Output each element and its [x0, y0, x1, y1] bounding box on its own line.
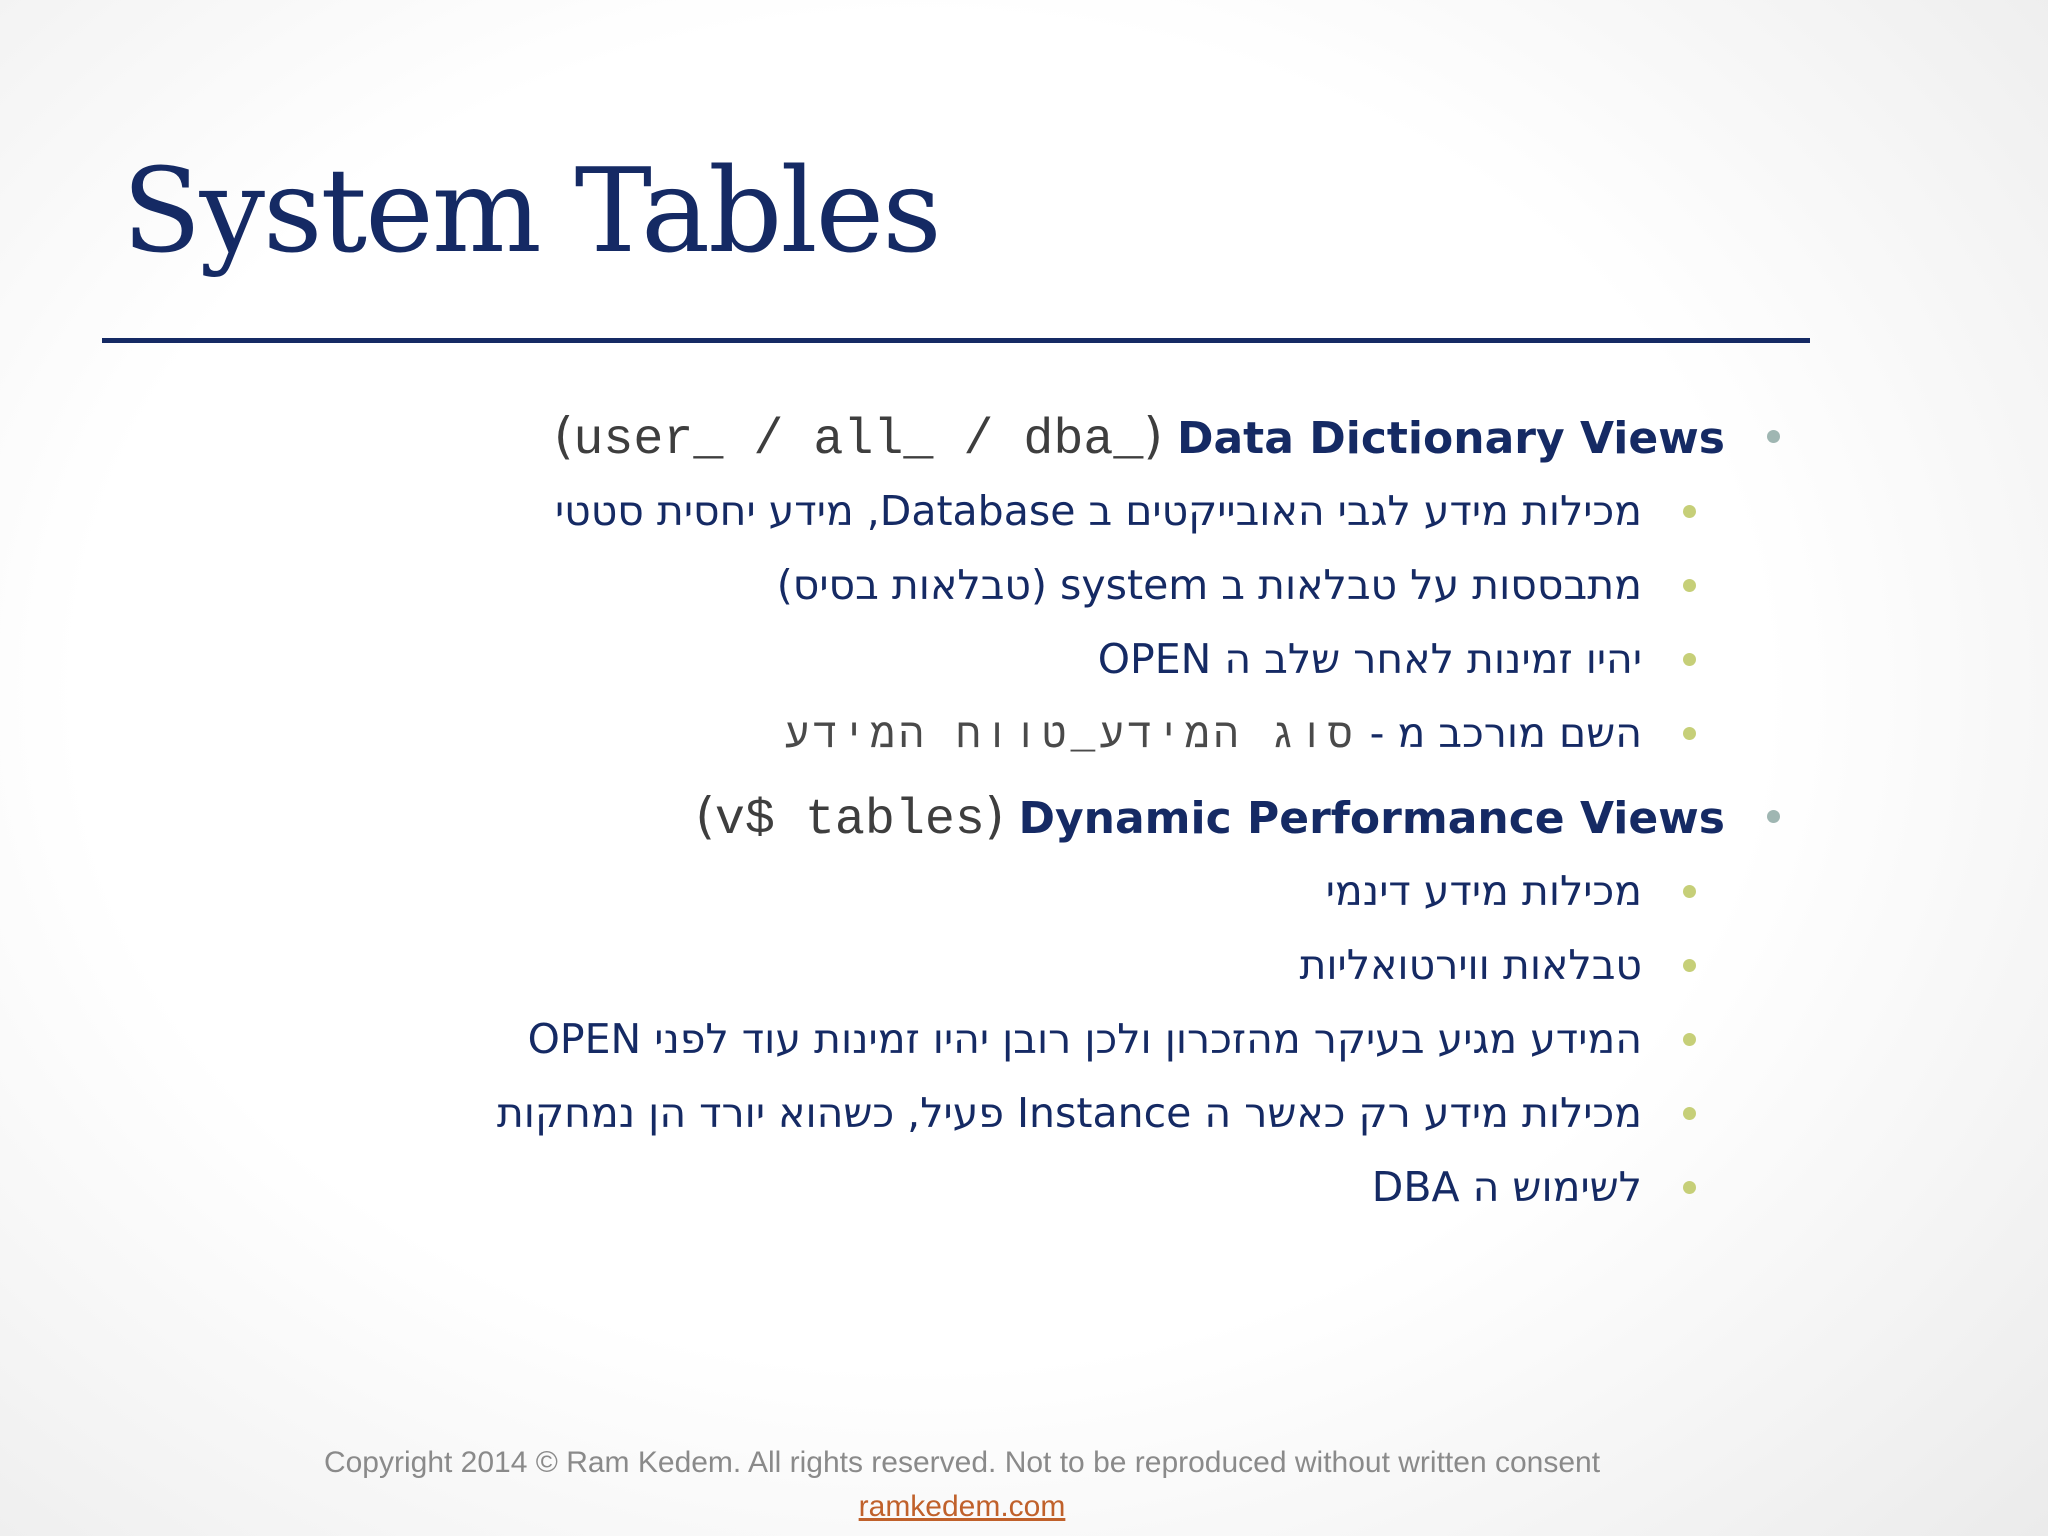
sub-bullet: [360, 548, 1780, 622]
naming-text: השם מורכב מ -: [1369, 709, 1642, 757]
sub-bullet-text: המידע מגיע בעיקר מהזכרון ולכן רובן יהיו זמינות עוד לפני OPEN: [527, 1015, 1642, 1063]
slide-content: [360, 398, 1780, 1224]
website-link[interactable]: ramkedem.com: [858, 1490, 1066, 1523]
sub-bullet: [360, 1002, 1780, 1076]
sub-bullet-naming: [360, 696, 1780, 770]
sub-bullet-text: לשימוש ה DBA: [1371, 1163, 1642, 1211]
title-divider: [102, 338, 1810, 343]
dynamic-performance-views-heading: Dynamic Performance Views: [1018, 793, 1725, 844]
naming-pattern: סוג המידע_טווח המידע: [784, 714, 1357, 760]
data-dictionary-prefixes: (user_ / all_ / dba_): [553, 407, 1163, 469]
sub-bullet: [360, 622, 1780, 696]
level2-bullet-icon: [1683, 653, 1696, 666]
dynamic-views-prefix: (v$ tables): [695, 787, 1005, 849]
level2-bullet-icon: [1683, 1033, 1696, 1046]
sub-bullet: [360, 854, 1780, 928]
level1-bullet-icon: [1767, 810, 1780, 823]
level2-bullet-icon: [1683, 505, 1696, 518]
sub-bullet-text: מכילות מידע רק כאשר ה Instance פעיל, כשהוא יורד הן נמחקות: [496, 1089, 1642, 1137]
level1-bullet-icon: [1767, 430, 1780, 443]
sub-bullet-text: מכילות מידע לגבי האובייקטים ב Database, מידע יחסית סטטי: [554, 487, 1642, 535]
sub-bullet-text: טבלאות ווירטואליות: [1299, 941, 1642, 989]
copyright-notice: Copyright 2014 © Ram Kedem. All rights reserved. Not to be reproduced without written consent: [323, 1446, 1601, 1479]
slide-title: System Tables: [122, 144, 940, 279]
footer-link-container: [0, 1490, 1924, 1524]
level2-bullet-icon: [1683, 579, 1696, 592]
sub-bullet-text: יהיו זמינות לאחר שלב ה OPEN: [1097, 635, 1642, 683]
level2-bullet-icon: [1683, 727, 1696, 740]
level2-bullet-icon: [1683, 885, 1696, 898]
prefix-code: v$ tables: [714, 792, 985, 849]
sub-bullet: [360, 474, 1780, 548]
bullet-data-dictionary-views: [360, 398, 1780, 474]
level2-bullet-icon: [1683, 1107, 1696, 1120]
level2-bullet-icon: [1683, 1181, 1696, 1194]
bullet-dynamic-performance-views: [360, 778, 1780, 854]
data-dictionary-views-heading: Data Dictionary Views: [1176, 413, 1725, 464]
sub-bullet: [360, 1076, 1780, 1150]
level2-bullet-icon: [1683, 959, 1696, 972]
sub-bullet-text: מתבססות על טבלאות ב system (טבלאות בסיס): [776, 561, 1642, 609]
sub-bullet: [360, 928, 1780, 1002]
sub-bullet-text: מכילות מידע דינמי: [1325, 867, 1642, 915]
prefix-code: user_ / all_ / dba_: [573, 412, 1144, 469]
sub-bullet: [360, 1150, 1780, 1224]
